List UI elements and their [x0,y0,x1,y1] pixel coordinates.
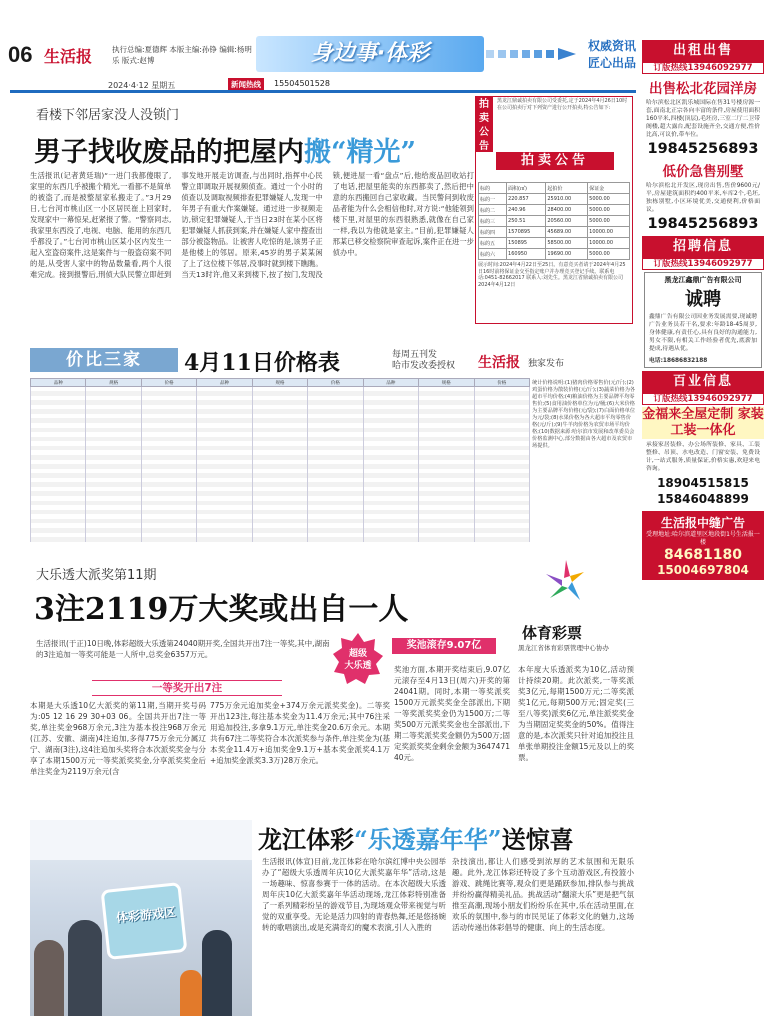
table-row [479,238,630,249]
table-cell [419,537,474,542]
story2-body-b: 775万余元追加奖金+374万余元派奖奖金)。二等奖开出123注,每注基本奖金为11.4万余元;其中76注采用追加投注,多拿9.1万元,单注奖金20.6万余元。本期共有67注二等奖符合本次派奖参与条件,单注奖金为(基本奖金11.4万+追加奖金9.1万+基本奖金派奖4.1万+追加奖金派奖3.3万)28万余元。 [210,701,390,765]
table-cell [141,537,196,542]
newspaper-brand: 生活报 [44,47,93,66]
table-cell: 20560.00 [546,216,588,227]
price-tag: 价比三家 [30,348,178,372]
photo-ceiling [30,820,252,860]
rail-head-recruit: 招聘信息 [642,236,764,258]
story1-kicker: 看楼下邻居家没人没锁门 [36,108,180,123]
sports-lottery-brand: 体育彩票 [522,624,583,642]
auction-tag: 拍卖公告 [475,96,493,152]
classified-ads-rail [642,40,764,1020]
editorial-credits: 执行总编:夏德辉 本版主编:孙铮 编辑:杨明乐 版式:赵博 [112,45,252,65]
table-header-row [31,379,530,387]
rail-bottom-ad [642,511,764,580]
table-cell [86,537,141,542]
table-cell: 28400.00 [546,205,588,216]
ad3-phone-2[interactable]: 15846048899 [657,492,749,506]
ad2-title[interactable]: 低价急售别墅 [662,164,744,180]
sports-lottery-sub: 黑龙江省体育彩票管理中心协办 [518,644,609,652]
story2-lede: 生活报讯(于正)10日晚,体彩超级大乐透第24040期开奖,全国共开出7注一等奖,其中,湖南的3注追加一等奖可能是一人所中,总奖金6357万元。 [36,639,330,659]
auction-title: 拍卖公告 [496,152,614,170]
table-cell: 保证金 [588,183,630,194]
table-cell [474,537,530,542]
photo-person-3 [202,930,232,1016]
table-cell: 240.96 [507,205,546,216]
table-cell: 标的四 [479,227,507,238]
table-row [31,537,530,542]
table-cell: 250.51 [507,216,546,227]
photo-sign-text: 体彩游戏区 [115,904,177,926]
arrow-decoration-icon [486,46,578,62]
table-cell: 58500.00 [546,238,588,249]
price-sub-line1: 每周五刊发 [392,350,438,360]
table-cell [308,537,363,542]
table-cell: 10000.00 [588,238,630,249]
ad1-title[interactable]: 出售松北花园洋房 [649,81,757,97]
recruit-title: 诚聘 [685,289,721,310]
rail-phone: 订版热线13946092977 [642,393,764,405]
price-table-body [31,387,530,543]
column-header: 价格 [474,379,530,387]
table-row [479,249,630,260]
column-header: 价格 [141,379,196,387]
price-note: 统计价格说明:(1)猪肉价格零售价(元/斤);(2)鸡蛋价格为散装价格(元/斤);(3)蔬菜价格为各超市平均价格;(4)粮油价格为主要品牌平均零售价;(5)食用油价格单位为元/桶;(6)大米价格为主要品牌平均价格(元/袋);(7)白面价格单位为元/袋;(8)水果价格为各大超市平均零售价格(元/斤);(9)牛羊肉价格为农贸市场平均价格;(10)数据来源:哈尔滨市发展和改革委员会价格监测中心,部分数据由各大超市及农贸市场提供。 [532,380,636,449]
table-cell: 5000.00 [588,249,630,260]
story2-headline[interactable]: 3注2119万大奖或出自一人 [34,592,409,627]
table-cell: 标的 [479,183,507,194]
photo-child [180,970,202,1016]
column-header: 价格 [308,379,363,387]
story3-headline-a: 龙江体彩 [258,825,354,854]
badge-line2: 大乐透 [344,661,372,671]
jackpot-banner: 奖池滚存9.07亿 [392,638,496,654]
table-cell [252,537,307,542]
story1-headline[interactable] [34,130,416,169]
badge-line1: 超级 [348,649,368,659]
story2-subhead: 一等奖开出7注 [92,680,282,696]
rail-phone: 订版热线13946092977 [642,258,764,270]
table-cell: 5000.00 [588,205,630,216]
story2-body-c: 奖池方面,本期开奖结束后,9.07亿元滚存至4月13日(周六)开奖的第24041期。同时,本期一等奖派奖1500万元派奖奖金全部派出,下期一等奖派奖奖金仍为1500万;二等奖500万元派奖奖金也全部派出,下期二等奖派奖奖金额仍为500万;固定奖派奖奖金剩余金额为3647471 40元。 [394,665,510,762]
rail-phone: 订版热线13946092977 [642,62,764,74]
slogan-line-2: 匠心出品 [588,56,637,70]
story3-headline[interactable] [258,820,574,855]
price-table [30,378,530,542]
recruit-text: 鑫鼎广告有限公司因业务发展需要,现诚聘广告业务员若干名,要求:年龄18-45周岁,身体健康,有责任心,具有良好的沟通能力,男女不限,有相关工作经验者优先,底薪加提成,待遇从优。 [649,314,757,352]
table-row [479,194,630,205]
table-cell: 150895 [507,238,546,249]
price-subtitle [392,350,455,372]
column-header: 规格 [86,379,141,387]
auction-footer: 展示时间:2024年4月22日至25日。有意竞买者请于2024年4月25日16时前将保证金交至指定账户并办理竞买登记手续。联系电话:0451-82662017 联系人:刘先生。黑龙江省鼎诚拍卖有限公司 2024年4月12日 [478,262,626,288]
table-cell: 标的六 [479,249,507,260]
table-cell [197,537,252,542]
super-lotto-badge-icon [332,632,384,684]
ad2-text: 哈尔滨松北开发区,现房出售,售价9600元/平,房屋建筑面积约400平米,车库2个,毛坯,独栋别墅,小区环境优美,交通便利,价格面议。 [646,183,760,213]
story2-body-d: 本年度大乐透派奖为10亿,活动预计持续20期。此次派奖,一等奖派奖3亿元,每期1500万元;二等奖派奖1亿元,每期500万元;固定奖(三至八等奖)派奖6亿元,单注派奖奖金为当期固定奖奖金的50%。值得注意的是,本次派奖只针对追加投注且单张单期投注金额15元及以上的奖票。 [518,665,634,762]
table-cell: 标的二 [479,205,507,216]
table-row [479,216,630,227]
issue-date: 2024·4·12 星期五 [108,81,176,90]
ad1-phone[interactable]: 19845256893 [647,141,759,157]
rail-head-rent: 出租出售 [642,40,764,62]
table-cell: 1570895 [507,227,546,238]
photo-person-2 [68,920,102,1016]
price-sub-line2: 哈市发改委授权 [392,361,456,371]
ad3-text: 承接家居装修、办公场所装修、家具、工装整修、吊顶、水电改造、门窗安装、免费设计,一站式服务,质量保证,价格实惠,欢迎来电咨询。 [646,442,760,472]
story2-kicker: 大乐透大派奖第11期 [36,568,157,583]
bottom-ad-phone-1[interactable]: 84681180 [664,547,742,563]
column-header: 品种 [197,379,252,387]
column-header: 规格 [419,379,474,387]
story3-headline-b: “乐透嘉年华” [354,825,502,854]
bottom-ad-phone-2[interactable]: 15004697804 [657,563,749,577]
ad2-phone[interactable]: 19845256893 [647,216,759,232]
recruit-contact[interactable]: 电话:18686832188 [649,358,708,364]
story3-body-b: 杂技演出,都让人们感受到浓厚的艺术氛围和无限乐趣。此外,龙江体彩还特设了多个互动游戏区,有投篮小游戏、跳绳比赛等,观众们更是踊跃参加,排队参与挑战并纷纷赢得精美礼品。挑战活动“翻滚大乐”更是把气氛推至高潮,现场小朋友们纷纷乐在其中,乐在活动里面,在欢乐的氛围中,参与的市民见证了体彩文化的魅力,这场活动传递出体彩倡导的健康、向上的生活态度。 [452,857,634,932]
table-row [479,227,630,238]
story3-body-a: 生活报讯(体宣)目前,龙江体彩在哈尔滨红博中央公园举办了“超级大乐透周年庆10亿大派奖嘉年华”活动,这是一场趣味、惊喜参赛于一体的活动。在本次超级大乐透周年庆10亿大派奖嘉年华活动现场,龙江体彩特别准备了一系列精彩纷呈的游戏节目,为现场观众带来视觉与听觉的双重享受。无论是活力四射的青春热舞,还是悠扬婉转的歌唱演出,或是充满奇幻的魔术表演,引人入胜的 [262,857,446,932]
table-cell: 5000.00 [588,194,630,205]
event-photo [30,820,252,1016]
rail-head-business: 百业信息 [642,371,764,393]
table-cell: 19690.00 [546,249,588,260]
price-title: 4月11日价格表 [184,350,340,376]
table-cell: 标的五 [479,238,507,249]
table-row [479,183,630,194]
story3-headline-c: 送惊喜 [501,825,574,854]
column-header: 品种 [31,379,86,387]
story2-body-a: 本期是大乐透10亿大派奖的第11期,当期开奖号码为:05 12 16 29 30+03 06。全国共开出7注一等奖,单注奖金968万余元,3注为基本投注968万余元(江苏、安徽、湖南)4注追加,多得775万余元分属辽宁、湖南(3注),这4注追加头奖将合本次派奖奖金与分享了本期1500万元一等奖派奖奖金,分享派奖奖金后单注奖金为2119万余元(含 [30,701,206,776]
ad1-text: 哈尔滨松北区凯乐城国际在售31号楼房源一套,面南北正宗各向丰富的条件,房屋使用面积160平米,四楼(顶层),毛坯房,三室二厅二卫带阁楼,超大露台,配套设施齐全,交通方便,性价比高,可议价,带车位。 [646,100,760,138]
table-cell [31,537,86,542]
table-cell: 220.857 [507,194,546,205]
photo-person-1 [34,940,64,1016]
auction-table [478,182,630,260]
ad3-title[interactable]: 金福来全屋定制 家装工装一体化 [642,407,764,438]
story1-body: 生活报讯(记者黄廷瑞)“一进门我都傻眼了,家里的东西几乎被搬个精光,一看都不是简单的被盗了,而是被整屋家私搬走了。”3月29日,七台河市桃山区一小区居民崔上回家时,发现家中一幕惊呆,赶紧报了警。“警察同志,我家里东西没了,电视、电脑、能用的东西几乎都没了。”七台河市桃山区某小区内发生一起入室盗窃案件,这是案件与一般盗窃案不同的是,从受害人家中的物品数量看,两个人很难完成。接到报警后,刑侦大队民警立即赶到事发地开展走访调查,与出同时,指挥中心民警立即调取开展视频侦查。通过一个小时的侦查以及调取视频排查犯罪嫌疑人,发现一中年男子有重大作案嫌疑。通过进一步视频走访,锁定犯罪嫌疑人,于当日23时在某小区将犯罪嫌疑人抓获到案,并在嫌疑人家中搜查出部分被盗物品。让被害人吃惊的是,该男子正是他楼上的邻居。原来,45岁的男子某某闲了上了这位楼下邻居,没事时就到楼下瞧瞧。当天13时许,他又来到楼下,按了按门,发现没锁,便进屋一看“盘点”后,他给废品回收站打了电话,把屋里能卖的东西都卖了,然后把中意的东西搬回自己家收藏。当民警问到收废品者能为什么会相信他时,对方说:“他能领到楼下里,对屋里的东西很熟悉,就像在自己家一样,我以为他就是家主。”目前,犯罪嫌疑人邢某已移交检察院审查起诉,案件正在进一步侦办中。 [30,171,474,279]
page-number: 06 [8,42,33,67]
sports-lottery-logo-icon [540,556,592,608]
bottom-ad-title: 生活报中缝广告 [660,516,745,530]
table-cell: 45689.00 [546,227,588,238]
table-cell: 10000.00 [588,227,630,238]
table-cell: 标的三 [479,216,507,227]
price-brand-suffix: 独家发布 [528,359,565,369]
column-header: 品种 [363,379,418,387]
auction-text: 黑龙江鼎诚拍卖有限公司受委托,定于2024年4月26日10时在公司拍卖厅对下列资产进行公开拍卖,特公告如下: [497,98,628,111]
table-cell: 25910.00 [546,194,588,205]
table-cell: 面积(㎡) [507,183,546,194]
table-cell: 标的一 [479,194,507,205]
recruit-box [644,272,762,368]
column-header: 规格 [252,379,307,387]
table-row [479,205,630,216]
table-cell [363,537,418,542]
story1-headline-main: 男子找收废品的把屋内 [34,137,304,168]
hotline-label: 新闻热线 [228,78,264,91]
slogan [588,38,648,72]
table-cell: 5000.00 [588,216,630,227]
price-brand: 生活报 [478,355,520,371]
section-title: 身边事·体彩 [256,36,484,72]
slogan-line-1: 权威资讯 [588,39,637,53]
hotline-number: 15504501528 [274,79,330,88]
header-divider [10,90,636,93]
table-cell: 160950 [507,249,546,260]
bottom-ad-text: 受理地址:哈尔滨道里区地段街1号生活报一楼 [646,531,760,546]
recruit-company: 黑龙江鑫鼎广告有限公司 [664,276,742,284]
table-cell: 起拍价 [546,183,588,194]
ad3-phone-1[interactable]: 18904515815 [657,476,749,490]
story1-headline-highlight: 搬“精光” [304,137,417,168]
